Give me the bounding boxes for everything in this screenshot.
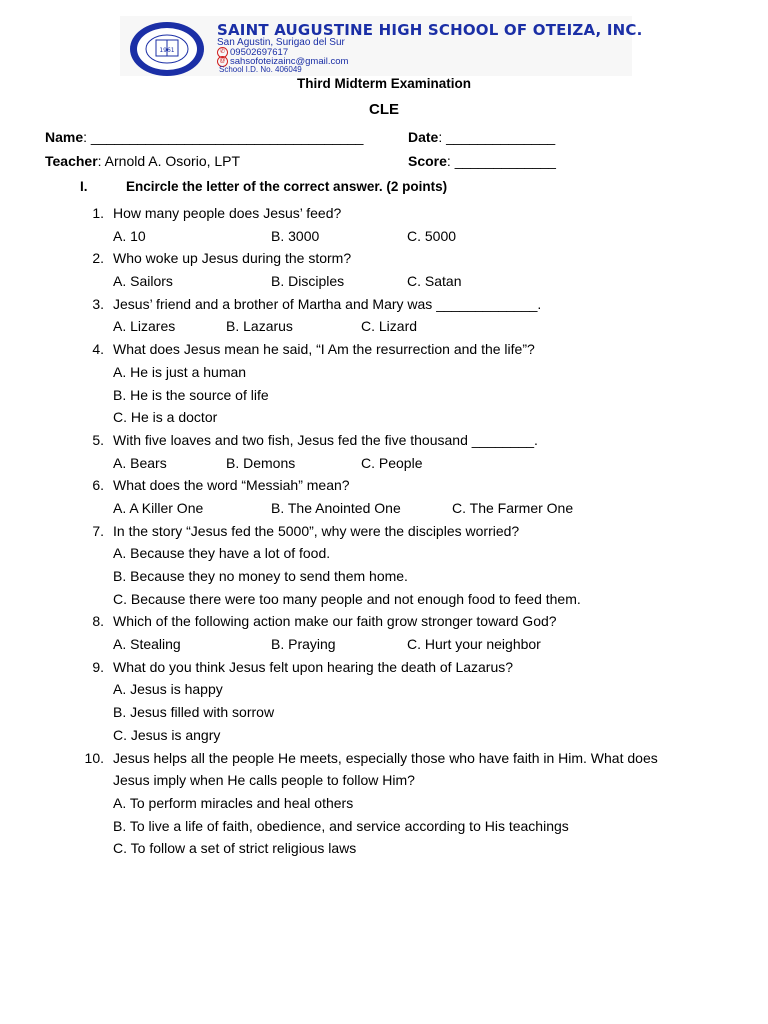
answer-option[interactable]: A. Lizares xyxy=(113,318,176,335)
answer-option[interactable]: B. He is the source of life xyxy=(113,386,269,403)
question-number: 6. xyxy=(92,477,104,494)
logo-year: 1961 xyxy=(159,47,175,54)
question-list xyxy=(80,205,740,863)
teacher-field xyxy=(45,153,240,169)
question-text: Jesus’ friend and a brother of Martha and Mary was _____________. xyxy=(113,295,542,312)
answer-option[interactable]: A. 10 xyxy=(113,227,146,244)
answer-option[interactable]: B. Demons xyxy=(226,454,296,471)
answer-option[interactable]: A. Sailors xyxy=(113,273,173,290)
question-number: 1. xyxy=(92,205,104,221)
answer-option[interactable]: C. To follow a set of strict religious laws xyxy=(113,840,357,857)
name-field[interactable] xyxy=(45,129,363,145)
answer-option[interactable]: A. Because they have a lot of food. xyxy=(113,545,331,562)
email-icon: @ xyxy=(217,56,228,67)
question-item xyxy=(80,205,740,250)
answer-option[interactable]: B. Lazarus xyxy=(226,318,293,335)
school-name: SAINT AUGUSTINE HIGH SCHOOL OF OTEIZA, INC. xyxy=(217,21,643,39)
school-address: San Agustin, Surigao del Sur xyxy=(217,37,345,48)
question-item xyxy=(80,750,740,863)
question-text: Jesus helps all the people He meets, especially those who have faith in Him. What does xyxy=(113,749,658,766)
answer-option[interactable]: B. Praying xyxy=(271,636,336,653)
question-text: What does the word “Messiah” mean? xyxy=(113,477,350,494)
answer-option[interactable]: C. 5000 xyxy=(407,227,457,244)
answer-option[interactable]: B. The Anointed One xyxy=(271,499,401,516)
exam-title: Third Midterm Examination xyxy=(296,76,472,91)
answer-option[interactable]: A. Jesus is happy xyxy=(113,681,223,698)
question-number: 7. xyxy=(92,522,104,539)
question-number: 9. xyxy=(92,658,104,675)
question-text: In the story “Jesus fed the 5000”, why were the disciples worried? xyxy=(113,522,520,539)
score-blank[interactable]: : _____________ xyxy=(446,153,556,169)
answer-option[interactable]: A. He is just a human xyxy=(113,363,247,380)
answer-option[interactable]: C. Hurt your neighbor xyxy=(407,636,541,653)
question-number: 10. xyxy=(84,749,104,766)
question-item xyxy=(80,613,740,658)
question-item xyxy=(80,432,740,477)
email-address: sahsofoteizainc@gmail.com xyxy=(230,56,349,67)
instruction-numeral: I. xyxy=(80,179,88,194)
answer-option[interactable]: B. Because they no money to send them home. xyxy=(113,568,408,584)
question-text: Which of the following action make our faith grow stronger toward God? xyxy=(113,613,557,630)
question-item xyxy=(80,477,740,522)
instruction-text: Encircle the letter of the correct answer. (2 points) xyxy=(126,179,448,194)
answer-option[interactable]: C. He is a doctor xyxy=(113,409,218,426)
teacher-name: : Arnold A. Osorio, LPT xyxy=(97,153,241,169)
question-item xyxy=(80,296,740,341)
answer-option[interactable]: A. A Killer One xyxy=(113,499,204,516)
question-number: 2. xyxy=(92,250,104,267)
date-blank[interactable]: : ______________ xyxy=(438,129,556,145)
date-field[interactable] xyxy=(408,129,555,145)
answer-option[interactable]: B. Disciples xyxy=(271,273,345,290)
question-text: What do you think Jesus felt upon hearing the death of Lazarus? xyxy=(113,658,514,675)
name-blank[interactable]: : ___________________________________ xyxy=(83,129,364,145)
question-number: 5. xyxy=(92,431,104,448)
question-text: With five loaves and two fish, Jesus fed the five thousand ________. xyxy=(113,431,538,448)
answer-option[interactable]: C. Lizard xyxy=(361,318,418,335)
question-number: 8. xyxy=(92,613,104,630)
school-id: School I.D. No. 406049 xyxy=(219,65,302,74)
answer-option[interactable]: C. Jesus is angry xyxy=(113,726,221,743)
answer-option[interactable]: C. The Farmer One xyxy=(452,499,574,516)
answer-option[interactable]: C. Because there were too many people and not enough food to feed them. xyxy=(113,590,581,607)
answer-option[interactable]: C. People xyxy=(361,454,423,471)
answer-option[interactable]: A. Bears xyxy=(113,454,167,471)
date-label: Date xyxy=(408,129,439,145)
question-item xyxy=(80,250,740,295)
question-item xyxy=(80,341,740,432)
exam-subject: CLE xyxy=(369,101,399,118)
answer-option[interactable]: A. Stealing xyxy=(113,636,181,653)
answer-option[interactable]: B. Jesus filled with sorrow xyxy=(113,704,275,721)
question-text: How many people does Jesus’ feed? xyxy=(113,205,342,221)
score-label: Score xyxy=(408,153,447,169)
answer-option[interactable]: B. To live a life of faith, obedience, and service according to His teachings xyxy=(113,817,569,834)
answer-option[interactable]: B. 3000 xyxy=(271,227,320,244)
phone-number: 09502697617 xyxy=(230,47,289,58)
question-item xyxy=(80,523,740,614)
question-number: 3. xyxy=(92,295,104,312)
question-number: 4. xyxy=(92,341,104,358)
school-logo xyxy=(128,20,206,78)
answer-option[interactable]: A. To perform miracles and heal others xyxy=(113,794,354,811)
teacher-label: Teacher xyxy=(45,153,98,169)
answer-option[interactable]: C. Satan xyxy=(407,273,462,290)
phone-icon: ✆ xyxy=(217,47,228,58)
question-text-continued: Jesus imply when He calls people to follow Him? xyxy=(113,772,415,789)
name-label: Name xyxy=(45,129,84,145)
question-item xyxy=(80,659,740,750)
score-field[interactable] xyxy=(408,153,556,169)
question-text: Who woke up Jesus during the storm? xyxy=(113,250,352,267)
question-text: What does Jesus mean he said, “I Am the resurrection and the life”? xyxy=(113,341,535,358)
